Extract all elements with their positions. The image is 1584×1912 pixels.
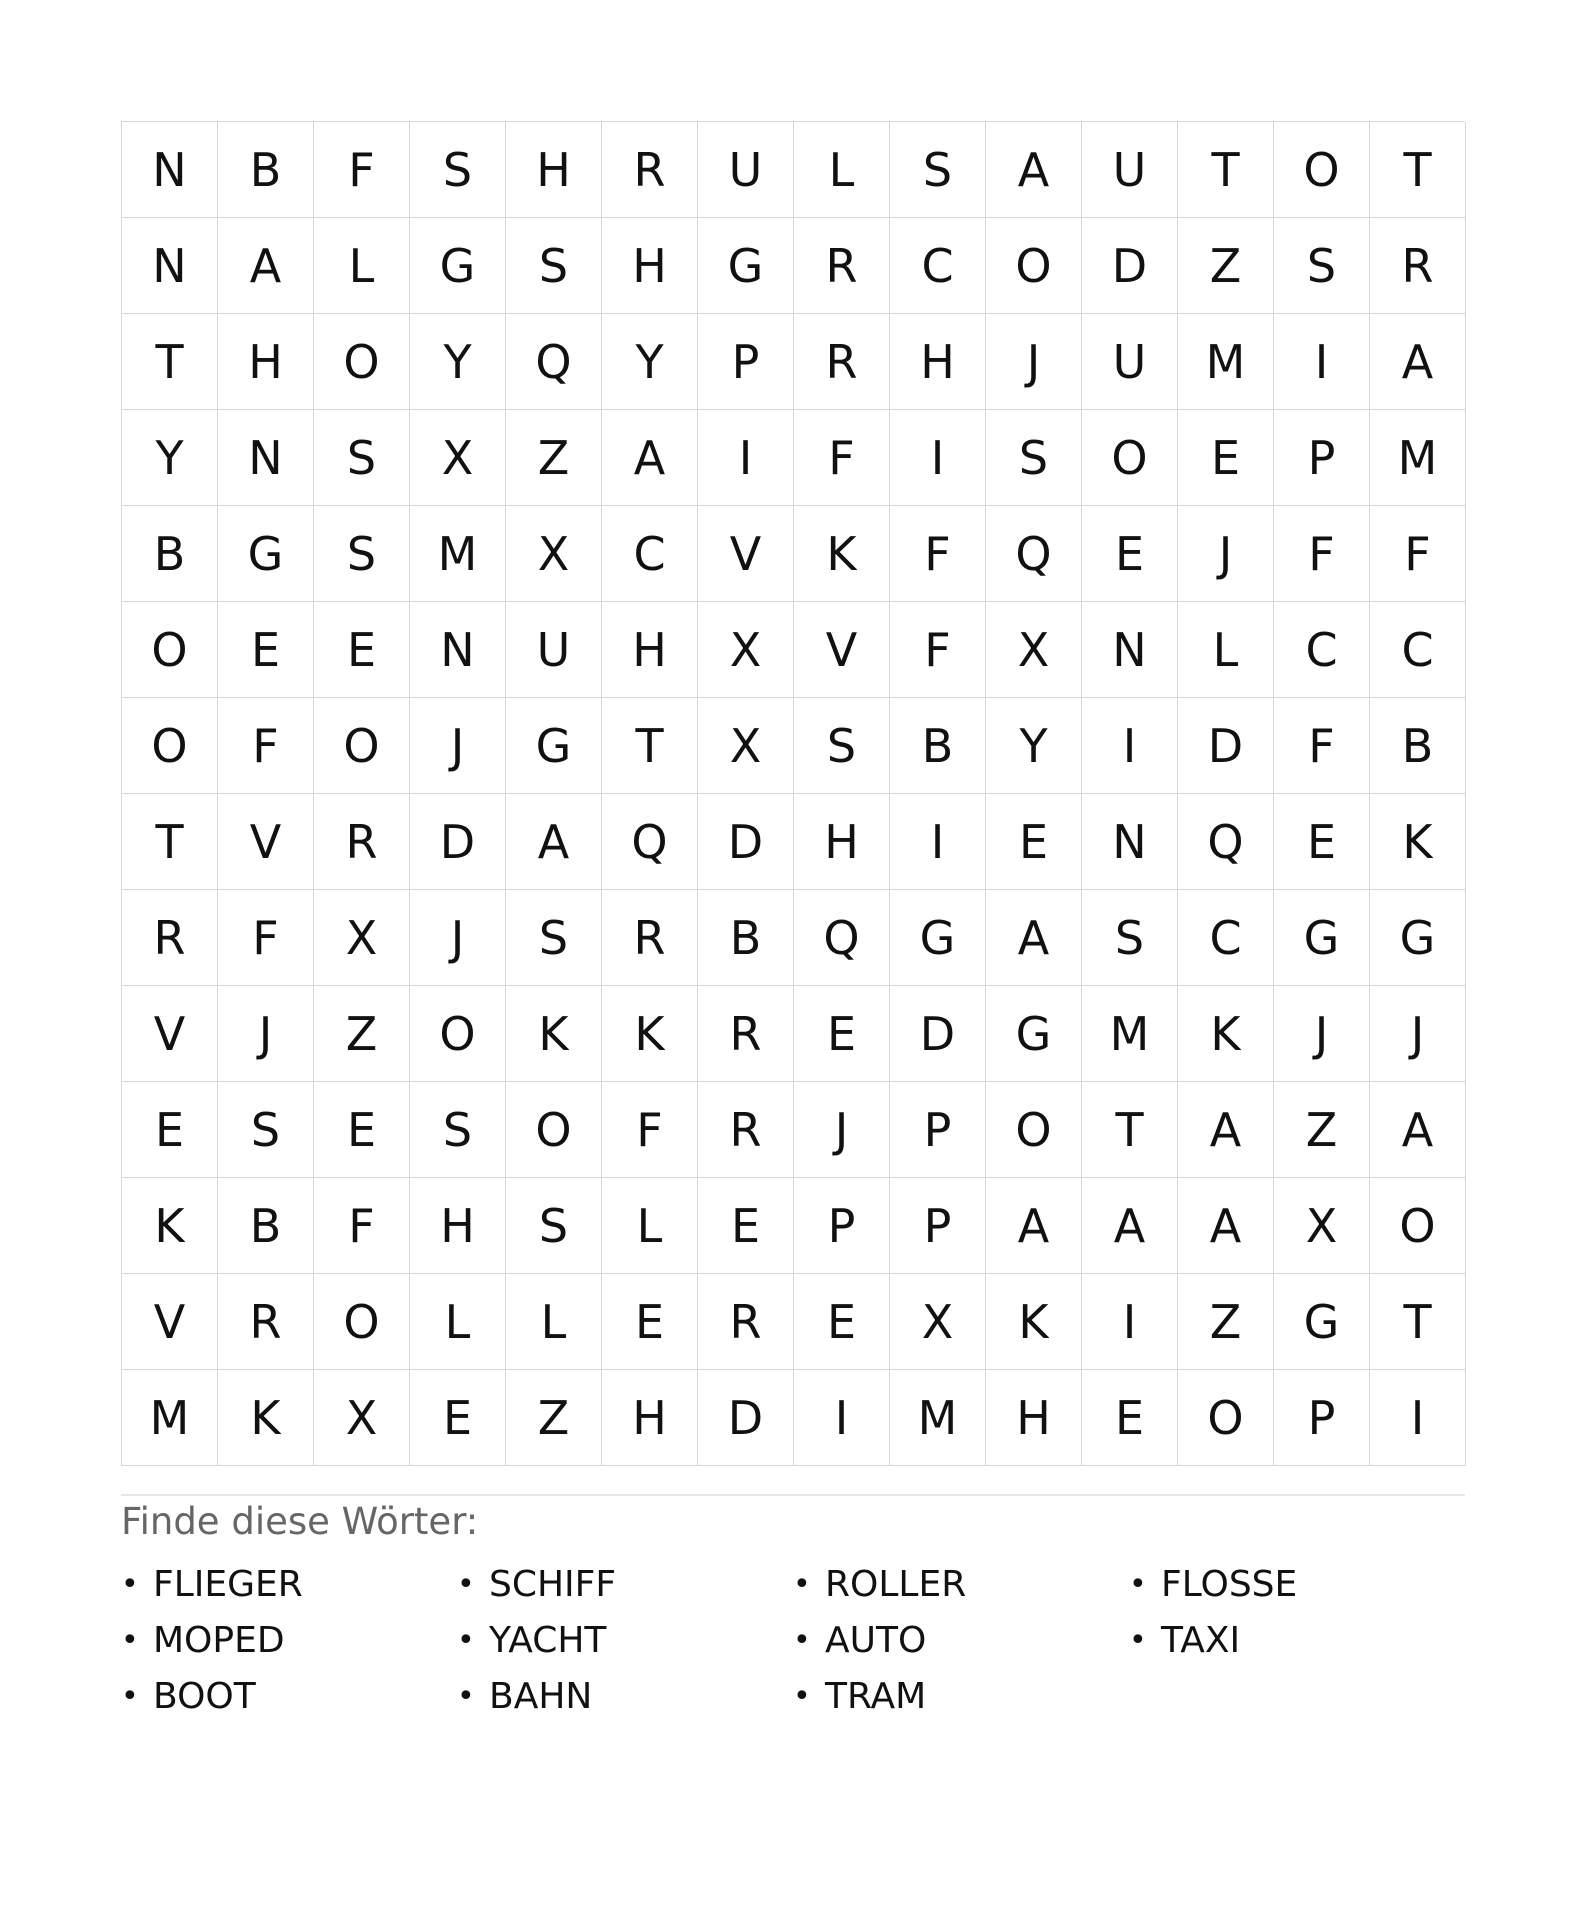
grid-cell[interactable]: M [1082,986,1178,1082]
grid-cell[interactable]: M [890,1370,986,1466]
grid-cell[interactable]: V [218,794,314,890]
grid-cell[interactable]: Z [1178,218,1274,314]
grid-cell[interactable]: E [698,1178,794,1274]
bullet-icon: • [457,1622,475,1658]
grid-cell[interactable]: U [506,602,602,698]
grid-cell[interactable]: X [410,410,506,506]
grid-cell[interactable]: P [1274,410,1370,506]
grid-cell[interactable]: G [1274,890,1370,986]
grid-cell[interactable]: S [506,218,602,314]
word-label: AUTO [825,1619,927,1661]
grid-cell[interactable]: Z [1178,1274,1274,1370]
grid-cell[interactable]: R [218,1274,314,1370]
grid-cell[interactable]: O [1370,1178,1466,1274]
word-label: SCHIFF [489,1563,617,1605]
grid-cell[interactable]: A [986,122,1082,218]
bullet-icon: • [121,1622,139,1658]
grid-cell[interactable]: M [122,1370,218,1466]
grid-cell[interactable]: K [602,986,698,1082]
grid-cell[interactable]: S [314,410,410,506]
grid-cell[interactable]: L [794,122,890,218]
grid-cell[interactable]: O [410,986,506,1082]
grid-cell[interactable]: K [1370,794,1466,890]
grid-cell[interactable]: A [506,794,602,890]
grid-cell[interactable]: A [1370,1082,1466,1178]
word-label: FLIEGER [153,1563,303,1605]
grid-cell[interactable]: X [506,506,602,602]
grid-cell[interactable]: M [410,506,506,602]
grid-cell[interactable]: F [1370,506,1466,602]
word-label: BOOT [153,1675,256,1717]
grid-cell[interactable]: H [602,602,698,698]
grid-cell[interactable]: Z [1274,1082,1370,1178]
grid-cell[interactable]: R [314,794,410,890]
grid-cell[interactable]: S [410,1082,506,1178]
grid-cell[interactable]: F [1274,506,1370,602]
grid-cell[interactable]: D [1178,698,1274,794]
word-list [121,1556,1465,1724]
grid-cell[interactable]: E [1178,410,1274,506]
grid-cell[interactable]: Q [794,890,890,986]
grid-cell[interactable]: E [218,602,314,698]
grid-cell[interactable]: A [1370,314,1466,410]
grid-cell[interactable]: O [986,218,1082,314]
grid-cell[interactable]: F [890,602,986,698]
grid-cell[interactable]: K [122,1178,218,1274]
grid-cell[interactable]: H [602,218,698,314]
grid-cell[interactable]: O [314,314,410,410]
grid-cell[interactable]: I [794,1370,890,1466]
grid-cell[interactable]: G [986,986,1082,1082]
grid-cell[interactable]: S [506,1178,602,1274]
grid-cell[interactable]: G [506,698,602,794]
grid-cell[interactable]: A [1178,1082,1274,1178]
grid-cell[interactable]: J [986,314,1082,410]
grid-cell[interactable]: Y [410,314,506,410]
grid-cell[interactable]: Y [986,698,1082,794]
grid-cell[interactable]: G [890,890,986,986]
grid-cell[interactable]: F [314,122,410,218]
grid-cell[interactable]: A [986,890,1082,986]
grid-cell[interactable]: G [218,506,314,602]
grid-cell[interactable]: U [1082,122,1178,218]
grid-cell[interactable]: Q [602,794,698,890]
grid-cell[interactable]: N [122,218,218,314]
grid-cell[interactable]: T [602,698,698,794]
grid-cell[interactable]: O [1082,410,1178,506]
grid-cell[interactable]: N [1082,602,1178,698]
grid-cell[interactable]: Q [506,314,602,410]
grid-cell[interactable]: P [890,1178,986,1274]
grid-cell[interactable]: Y [122,410,218,506]
grid-cell[interactable]: J [1274,986,1370,1082]
grid-cell[interactable]: E [1082,506,1178,602]
grid-cell[interactable]: N [410,602,506,698]
grid-cell[interactable]: F [314,1178,410,1274]
grid-cell[interactable]: S [506,890,602,986]
bullet-icon: • [793,1622,811,1658]
word-list-heading: Finde diese Wörter: [121,1500,479,1543]
word-list-item [121,1556,457,1612]
grid-cell[interactable]: D [890,986,986,1082]
grid-cell[interactable]: O [122,602,218,698]
grid-cell[interactable]: H [410,1178,506,1274]
grid-cell[interactable]: R [698,1082,794,1178]
grid-cell[interactable]: O [506,1082,602,1178]
grid-cell[interactable]: B [218,1178,314,1274]
grid-cell[interactable]: Z [506,1370,602,1466]
grid-cell[interactable]: X [698,698,794,794]
grid-cell[interactable]: A [986,1178,1082,1274]
grid-cell[interactable]: V [122,1274,218,1370]
grid-cell[interactable]: P [698,314,794,410]
word-label: FLOSSE [1161,1563,1298,1605]
grid-cell[interactable]: A [602,410,698,506]
grid-cell[interactable]: H [986,1370,1082,1466]
grid-cell[interactable]: F [1274,698,1370,794]
bullet-icon: • [457,1566,475,1602]
divider [121,1494,1465,1496]
grid-cell[interactable]: C [1274,602,1370,698]
grid-cell[interactable]: O [986,1082,1082,1178]
grid-cell[interactable]: I [890,794,986,890]
bullet-icon: • [793,1566,811,1602]
grid-cell[interactable]: E [410,1370,506,1466]
grid-cell[interactable]: L [314,218,410,314]
grid-cell[interactable]: Q [1178,794,1274,890]
grid-cell[interactable]: Y [602,314,698,410]
grid-cell[interactable]: Z [506,410,602,506]
grid-cell[interactable]: C [1370,602,1466,698]
grid-cell[interactable]: R [602,122,698,218]
grid-cell[interactable]: E [602,1274,698,1370]
grid-cell[interactable]: B [890,698,986,794]
grid-cell[interactable]: B [218,122,314,218]
grid-cell[interactable]: K [218,1370,314,1466]
word-label: MOPED [153,1619,285,1661]
grid-cell[interactable]: F [602,1082,698,1178]
grid-cell[interactable]: S [986,410,1082,506]
grid-cell[interactable]: A [1082,1178,1178,1274]
grid-cell[interactable]: J [218,986,314,1082]
grid-cell[interactable]: U [698,122,794,218]
grid-cell[interactable]: I [1274,314,1370,410]
grid-cell[interactable]: R [1370,218,1466,314]
grid-cell[interactable]: I [1082,1274,1178,1370]
bullet-icon: • [1129,1622,1147,1658]
word-list-item [121,1612,457,1668]
grid-cell[interactable]: A [1178,1178,1274,1274]
grid-cell[interactable]: R [602,890,698,986]
grid-cell[interactable]: X [314,890,410,986]
grid-cell[interactable]: F [218,890,314,986]
grid-cell[interactable]: L [410,1274,506,1370]
grid-cell[interactable]: Z [314,986,410,1082]
grid-cell[interactable]: B [122,506,218,602]
grid-cell[interactable]: F [890,506,986,602]
grid-cell[interactable]: T [122,794,218,890]
grid-cell[interactable]: V [794,602,890,698]
grid-cell[interactable]: L [1178,602,1274,698]
grid-cell[interactable]: E [794,1274,890,1370]
grid-cell[interactable]: T [1178,122,1274,218]
grid-cell[interactable]: O [314,698,410,794]
bullet-icon: • [1129,1566,1147,1602]
grid-cell[interactable]: K [794,506,890,602]
grid-cell[interactable]: E [1274,794,1370,890]
grid-cell[interactable]: S [890,122,986,218]
grid-cell[interactable]: O [122,698,218,794]
word-label: YACHT [489,1619,607,1661]
grid-cell[interactable]: E [314,1082,410,1178]
grid-cell[interactable]: H [794,794,890,890]
grid-cell[interactable]: P [794,1178,890,1274]
grid-cell[interactable]: P [890,1082,986,1178]
grid-cell[interactable]: N [122,122,218,218]
grid-cell[interactable]: R [794,218,890,314]
grid-cell[interactable]: L [602,1178,698,1274]
word-list-item [793,1668,1129,1724]
grid-cell[interactable]: C [1178,890,1274,986]
grid-cell[interactable]: G [410,218,506,314]
grid-cell[interactable]: G [1370,890,1466,986]
grid-cell[interactable]: H [218,314,314,410]
grid-cell[interactable]: L [506,1274,602,1370]
grid-cell[interactable]: H [890,314,986,410]
grid-cell[interactable]: M [1370,410,1466,506]
word-list-item [121,1668,457,1724]
grid-cell[interactable]: B [698,890,794,986]
grid-cell[interactable]: E [1082,1370,1178,1466]
grid-cell[interactable]: V [122,986,218,1082]
grid-cell[interactable]: U [1082,314,1178,410]
grid-cell[interactable]: T [1370,1274,1466,1370]
bullet-icon: • [121,1678,139,1714]
grid-cell[interactable]: J [1370,986,1466,1082]
grid-cell[interactable]: Q [986,506,1082,602]
grid-cell[interactable]: D [410,794,506,890]
grid-cell[interactable]: E [794,986,890,1082]
grid-cell[interactable]: O [1274,122,1370,218]
grid-cell[interactable]: D [698,794,794,890]
grid-cell[interactable]: G [1274,1274,1370,1370]
grid-cell[interactable]: I [698,410,794,506]
word-list-item [457,1556,793,1612]
word-label: TAXI [1161,1619,1241,1661]
grid-cell[interactable]: E [314,602,410,698]
grid-cell[interactable]: D [1082,218,1178,314]
bullet-icon: • [121,1566,139,1602]
grid-cell[interactable]: X [698,602,794,698]
grid-cell[interactable]: R [122,890,218,986]
grid-cell[interactable]: T [1082,1082,1178,1178]
grid-cell[interactable]: M [1178,314,1274,410]
grid-cell[interactable]: V [698,506,794,602]
letter-grid [121,121,1465,1466]
grid-cell[interactable]: S [218,1082,314,1178]
grid-cell[interactable]: B [1370,698,1466,794]
word-label: ROLLER [825,1563,967,1605]
grid-cell[interactable]: N [218,410,314,506]
grid-cell[interactable]: I [1082,698,1178,794]
grid-cell[interactable]: K [1178,986,1274,1082]
word-list-item [793,1556,1129,1612]
grid-cell[interactable]: F [794,410,890,506]
grid-cell[interactable]: C [602,506,698,602]
grid-cell[interactable]: D [698,1370,794,1466]
grid-cell[interactable]: J [794,1082,890,1178]
grid-cell[interactable]: H [602,1370,698,1466]
bullet-icon: • [793,1678,811,1714]
grid-cell[interactable]: O [1178,1370,1274,1466]
grid-cell[interactable]: X [986,602,1082,698]
grid-cell[interactable]: R [698,986,794,1082]
grid-cell[interactable]: I [1370,1370,1466,1466]
grid-cell[interactable]: A [218,218,314,314]
grid-cell[interactable]: J [410,890,506,986]
grid-cell[interactable]: O [314,1274,410,1370]
word-list-item [1129,1612,1465,1668]
word-list-item [457,1612,793,1668]
word-list-item [1129,1556,1465,1612]
grid-cell[interactable]: X [890,1274,986,1370]
grid-cell[interactable]: S [1274,218,1370,314]
grid-cell[interactable]: R [794,314,890,410]
grid-cell[interactable]: H [506,122,602,218]
grid-cell[interactable]: F [218,698,314,794]
word-search-puzzle [121,121,1463,1466]
grid-cell[interactable]: K [506,986,602,1082]
grid-cell[interactable]: J [410,698,506,794]
grid-cell[interactable]: T [122,314,218,410]
grid-cell[interactable]: S [794,698,890,794]
grid-cell[interactable]: E [986,794,1082,890]
word-list-item [793,1612,1129,1668]
grid-cell[interactable]: K [986,1274,1082,1370]
grid-cell[interactable]: S [410,122,506,218]
grid-cell[interactable]: R [698,1274,794,1370]
word-label: TRAM [825,1675,927,1717]
bullet-icon: • [457,1678,475,1714]
grid-cell[interactable]: T [1370,122,1466,218]
grid-cell[interactable]: I [890,410,986,506]
grid-cell[interactable]: X [1274,1178,1370,1274]
grid-cell[interactable]: G [698,218,794,314]
grid-cell[interactable]: C [890,218,986,314]
grid-cell[interactable]: X [314,1370,410,1466]
word-list-item [457,1668,793,1724]
grid-cell[interactable]: E [122,1082,218,1178]
grid-cell[interactable]: S [314,506,410,602]
word-label: BAHN [489,1675,593,1717]
grid-cell[interactable]: N [1082,794,1178,890]
grid-cell[interactable]: P [1274,1370,1370,1466]
grid-cell[interactable]: S [1082,890,1178,986]
grid-cell[interactable]: J [1178,506,1274,602]
